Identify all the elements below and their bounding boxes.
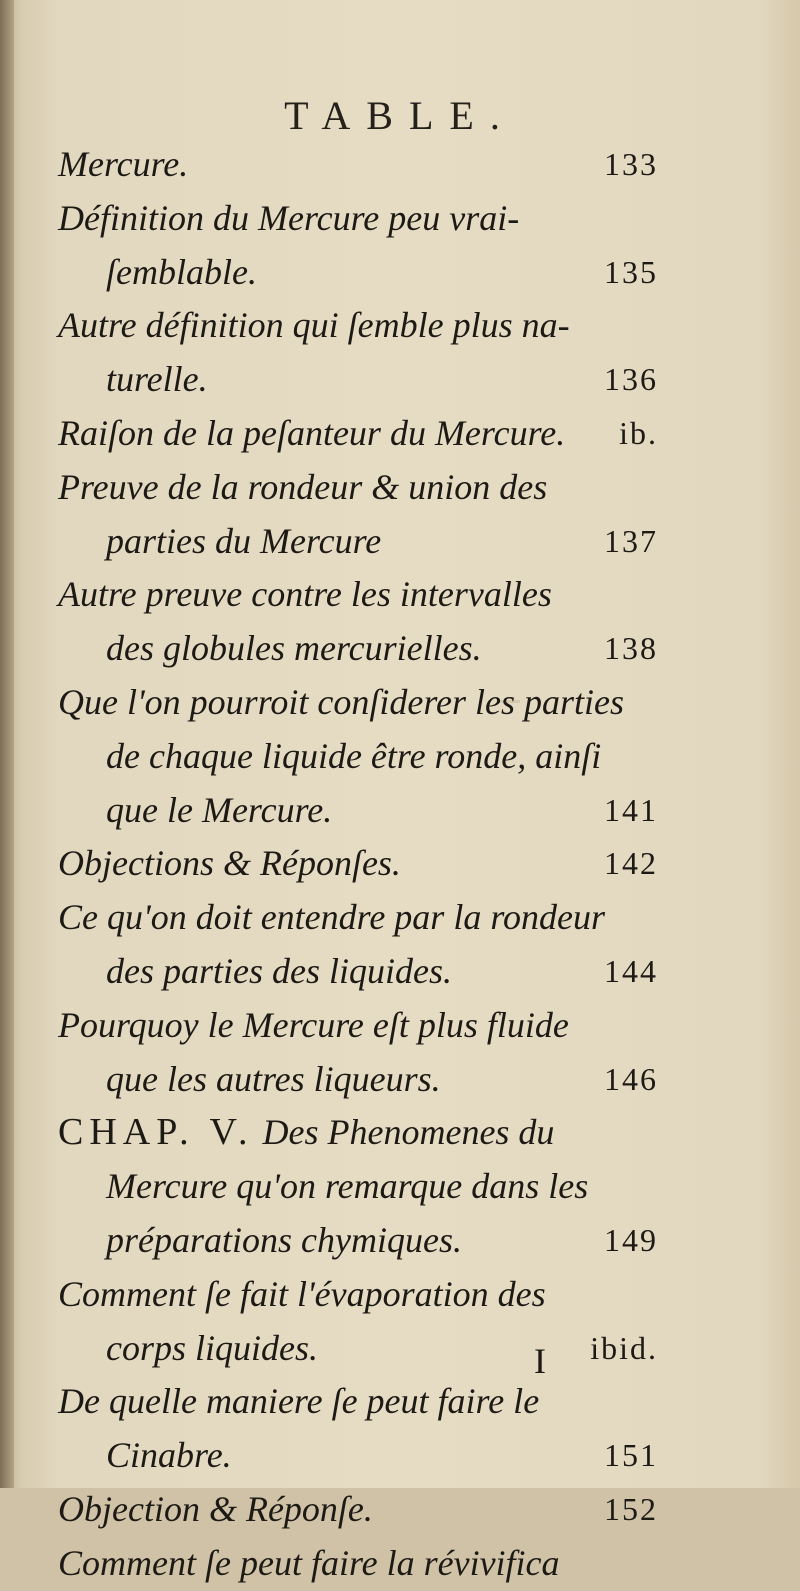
- toc-entry: [58, 837, 658, 891]
- toc-entry-line: [58, 192, 658, 246]
- toc-entry-text: Raiſon de la peſanteur du Mercure.: [58, 412, 566, 453]
- toc-entry-line: [58, 1322, 658, 1376]
- toc-entry-line: [58, 891, 658, 945]
- toc-entry-text: Comment ſe peut faire la révivifica: [58, 1542, 560, 1583]
- toc-entry-text: Objection & Réponſe.: [58, 1488, 373, 1529]
- toc-entry-text: Que l'on pourroit conſiderer les parties: [58, 681, 624, 722]
- catchword: I: [534, 1341, 546, 1381]
- toc-entry-text: des parties des liquides.: [106, 950, 452, 991]
- toc-entry-line: [58, 568, 658, 622]
- toc-entry-line: [58, 1053, 658, 1107]
- toc-entry-text: Autre preuve contre les intervalles: [58, 574, 552, 615]
- toc-entry-text: ſemblable.: [106, 251, 257, 292]
- toc-entry-text: préparations chymiques.: [106, 1219, 462, 1260]
- page-number: ibid.: [590, 1329, 658, 1366]
- page-number: 151: [604, 1437, 658, 1474]
- toc-entry: [58, 1483, 658, 1537]
- toc-entry-text: Pourquoy le Mercure eſt plus fluide: [58, 1004, 569, 1045]
- toc-entry-text: Définition du Mercure peu vrai-: [58, 197, 520, 238]
- page-number: 142: [604, 845, 658, 882]
- toc-entry: [58, 1268, 658, 1376]
- page-header: TABLE.: [284, 93, 516, 138]
- toc-entry-line: [58, 1268, 658, 1322]
- toc-entry-line: [58, 461, 658, 515]
- toc-entry-line: [58, 353, 658, 407]
- toc-entry-text: Mercure.: [58, 144, 189, 184]
- toc-entry-line: [58, 299, 658, 353]
- toc-entry-text: que le Mercure.: [106, 789, 333, 830]
- toc-entry-text: des globules mercurielles.: [106, 628, 482, 669]
- toc-entry: [58, 999, 658, 1107]
- toc-entry: [58, 676, 658, 837]
- toc-entry-line: [58, 1483, 658, 1537]
- toc-entry-line: [58, 784, 658, 838]
- page-number: 138: [604, 630, 658, 667]
- toc-entry: [58, 1375, 658, 1483]
- toc-entry-text: corps liquides.: [106, 1327, 318, 1368]
- toc-entry: [58, 568, 658, 676]
- page-number: 144: [604, 952, 658, 989]
- toc-entry-line: [58, 1214, 658, 1268]
- toc-entry: [58, 192, 658, 300]
- toc-entry-line: [58, 730, 658, 784]
- toc-entry-line: [58, 837, 658, 891]
- toc-entry: [58, 1537, 658, 1591]
- page-number: 137: [604, 522, 658, 559]
- toc-entry-line: [58, 1537, 658, 1591]
- toc-entry-line: [58, 945, 658, 999]
- toc-entry-line: [58, 1429, 658, 1483]
- page-number: 133: [604, 146, 658, 182]
- toc-entry-text: de chaque liquide être ronde, ainſi: [106, 735, 602, 776]
- page-number: 149: [604, 1221, 658, 1258]
- toc-entry-line: [58, 246, 658, 300]
- page-gutter: [0, 0, 14, 1488]
- page-number: 135: [604, 253, 658, 290]
- toc-entry-line: [58, 676, 658, 730]
- toc-entry-text: Objections & Réponſes.: [58, 843, 401, 884]
- toc-entry: [58, 407, 658, 461]
- toc-entry-line: [58, 622, 658, 676]
- toc-entry-text: Des Phenomenes du: [262, 1112, 555, 1153]
- toc-entry-line: [58, 1106, 658, 1160]
- page-number: 146: [604, 1060, 658, 1097]
- page-number: 141: [604, 791, 658, 828]
- toc-entry-text: Autre définition qui ſemble plus na-: [58, 305, 570, 346]
- toc-entry-text: Preuve de la rondeur & union des: [58, 466, 548, 507]
- page-number: 136: [604, 361, 658, 398]
- toc-entry-line: [58, 407, 658, 461]
- toc-entry-line: [58, 999, 658, 1053]
- toc-entry-text: Cinabre.: [106, 1435, 232, 1476]
- toc-entry-line: [58, 1375, 658, 1429]
- toc-entry: [58, 138, 658, 192]
- toc-entry-line: [58, 1160, 658, 1214]
- toc-entry-text: que les autres liqueurs.: [106, 1058, 441, 1099]
- toc-entry-line: [58, 138, 658, 192]
- page-number: 152: [604, 1490, 658, 1527]
- toc-entry: [58, 1106, 658, 1267]
- toc-entry: [58, 299, 658, 407]
- toc-entry-text: parties du Mercure: [106, 520, 382, 561]
- toc-entry-line: [58, 515, 658, 569]
- page-number: ib.: [619, 414, 658, 451]
- toc-entry-text: Ce qu'on doit entendre par la rondeur: [58, 897, 605, 938]
- table-of-contents: [58, 138, 658, 1591]
- toc-entry-text: Comment ſe fait l'évaporation des: [58, 1273, 546, 1314]
- toc-entry: [58, 891, 658, 999]
- toc-entry-text: turelle.: [106, 359, 208, 400]
- chapter-label: CHAP. V.: [58, 1111, 254, 1154]
- toc-entry: [58, 461, 658, 569]
- toc-entry-text: Mercure qu'on remarque dans les: [106, 1166, 589, 1207]
- toc-entry-text: De quelle maniere ſe peut faire le: [58, 1381, 540, 1422]
